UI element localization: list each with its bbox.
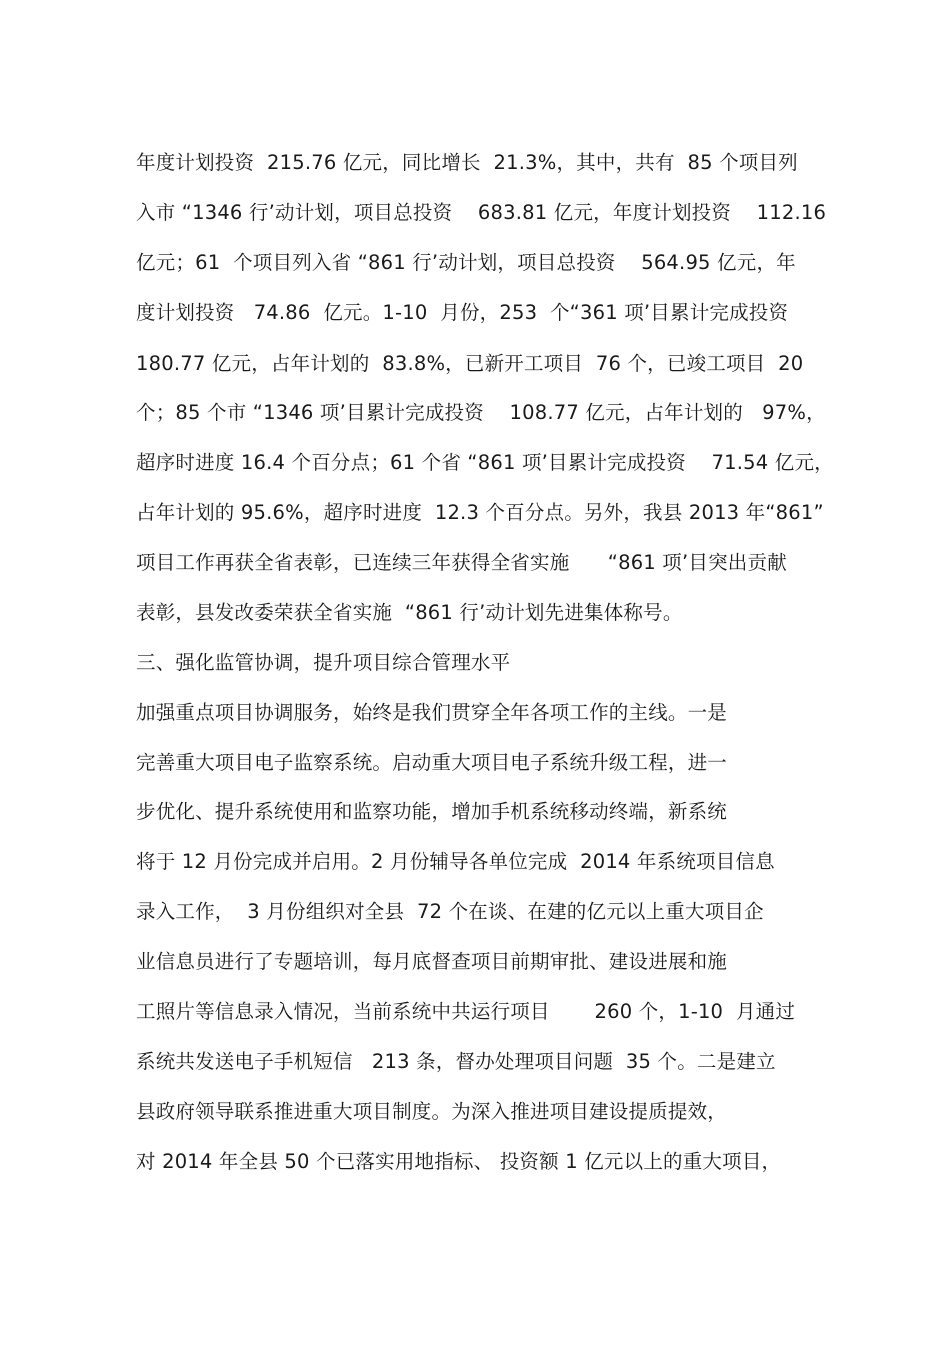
text-line: 度计划投资 74.86 亿元。1-10 月份，253 个“361 项’目累计完成投资 bbox=[136, 301, 789, 324]
text-line: 加强重点项目协调服务，始终是我们贯穿全年各项工作的主线。一是 bbox=[136, 701, 728, 724]
text-line: 表彰，县发改委荣获全省实施 “861 行’动计划先进集体称号。 bbox=[136, 601, 683, 624]
text-line: 业信息员进行了专题培训，每月底督查项目前期审批、建设进展和施 bbox=[136, 950, 728, 973]
text-line: 对 2014 年全县 50 个已落实用地指标、 投资额 1 亿元以上的重大项目， bbox=[136, 1150, 782, 1173]
text-line: 项目工作再获全省表彰，已连续三年获得全省实施 “861 项’目突出贡献 bbox=[136, 551, 787, 574]
text-line: 180.77 亿元，占年计划的 83.8%，已新开工项目 76 个，已竣工项目 20 bbox=[136, 352, 804, 375]
text-line: 县政府领导联系推进重大项目制度。为深入推进项目建设提质提效， bbox=[136, 1100, 728, 1123]
text-line: 工照片等信息录入情况，当前系统中共运行项目 260 个，1-10 月通过 bbox=[136, 1000, 796, 1023]
text-line: 完善重大项目电子监察系统。启动重大项目电子系统升级工程，进一 bbox=[136, 751, 728, 774]
text-line: 录入工作， 3 月份组织对全县 72 个在谈、在建的亿元以上重大项目企 bbox=[136, 900, 764, 923]
text-line: 个；85 个市 “1346 项’目累计完成投资 108.77 亿元，占年计划的 97%， bbox=[136, 401, 826, 424]
text-line: 亿元；61 个项目列入省 “861 行’动计划，项目总投资 564.95 亿元，年 bbox=[136, 251, 796, 274]
text-line: 步优化、提升系统使用和监察功能，增加手机系统移动终端，新系统 bbox=[136, 800, 728, 823]
section-heading: 三、强化监管协调，提升项目综合管理水平 bbox=[136, 651, 511, 674]
text-line: 年度计划投资 215.76 亿元，同比增长 21.3%，其中，共有 85 个项目列 bbox=[136, 151, 798, 174]
text-line: 占年计划的 95.6%，超序时进度 12.3 个百分点。另外，我县 2013 年“861” bbox=[136, 501, 824, 524]
text-line: 系统共发送电子手机短信 213 条，督办处理项目问题 35 个。二是建立 bbox=[136, 1050, 776, 1073]
text-line: 超序时进度 16.4 个百分点；61 个省 “861 项’目累计完成投资 71.54 亿元， bbox=[136, 451, 834, 474]
text-line: 入市 “1346 行’动计划，项目总投资 683.81 亿元，年度计划投资 112.16 bbox=[136, 201, 827, 224]
text-line: 将于 12 月份完成并启用。2 月份辅导各单位完成 2014 年系统项目信息 bbox=[136, 850, 775, 873]
